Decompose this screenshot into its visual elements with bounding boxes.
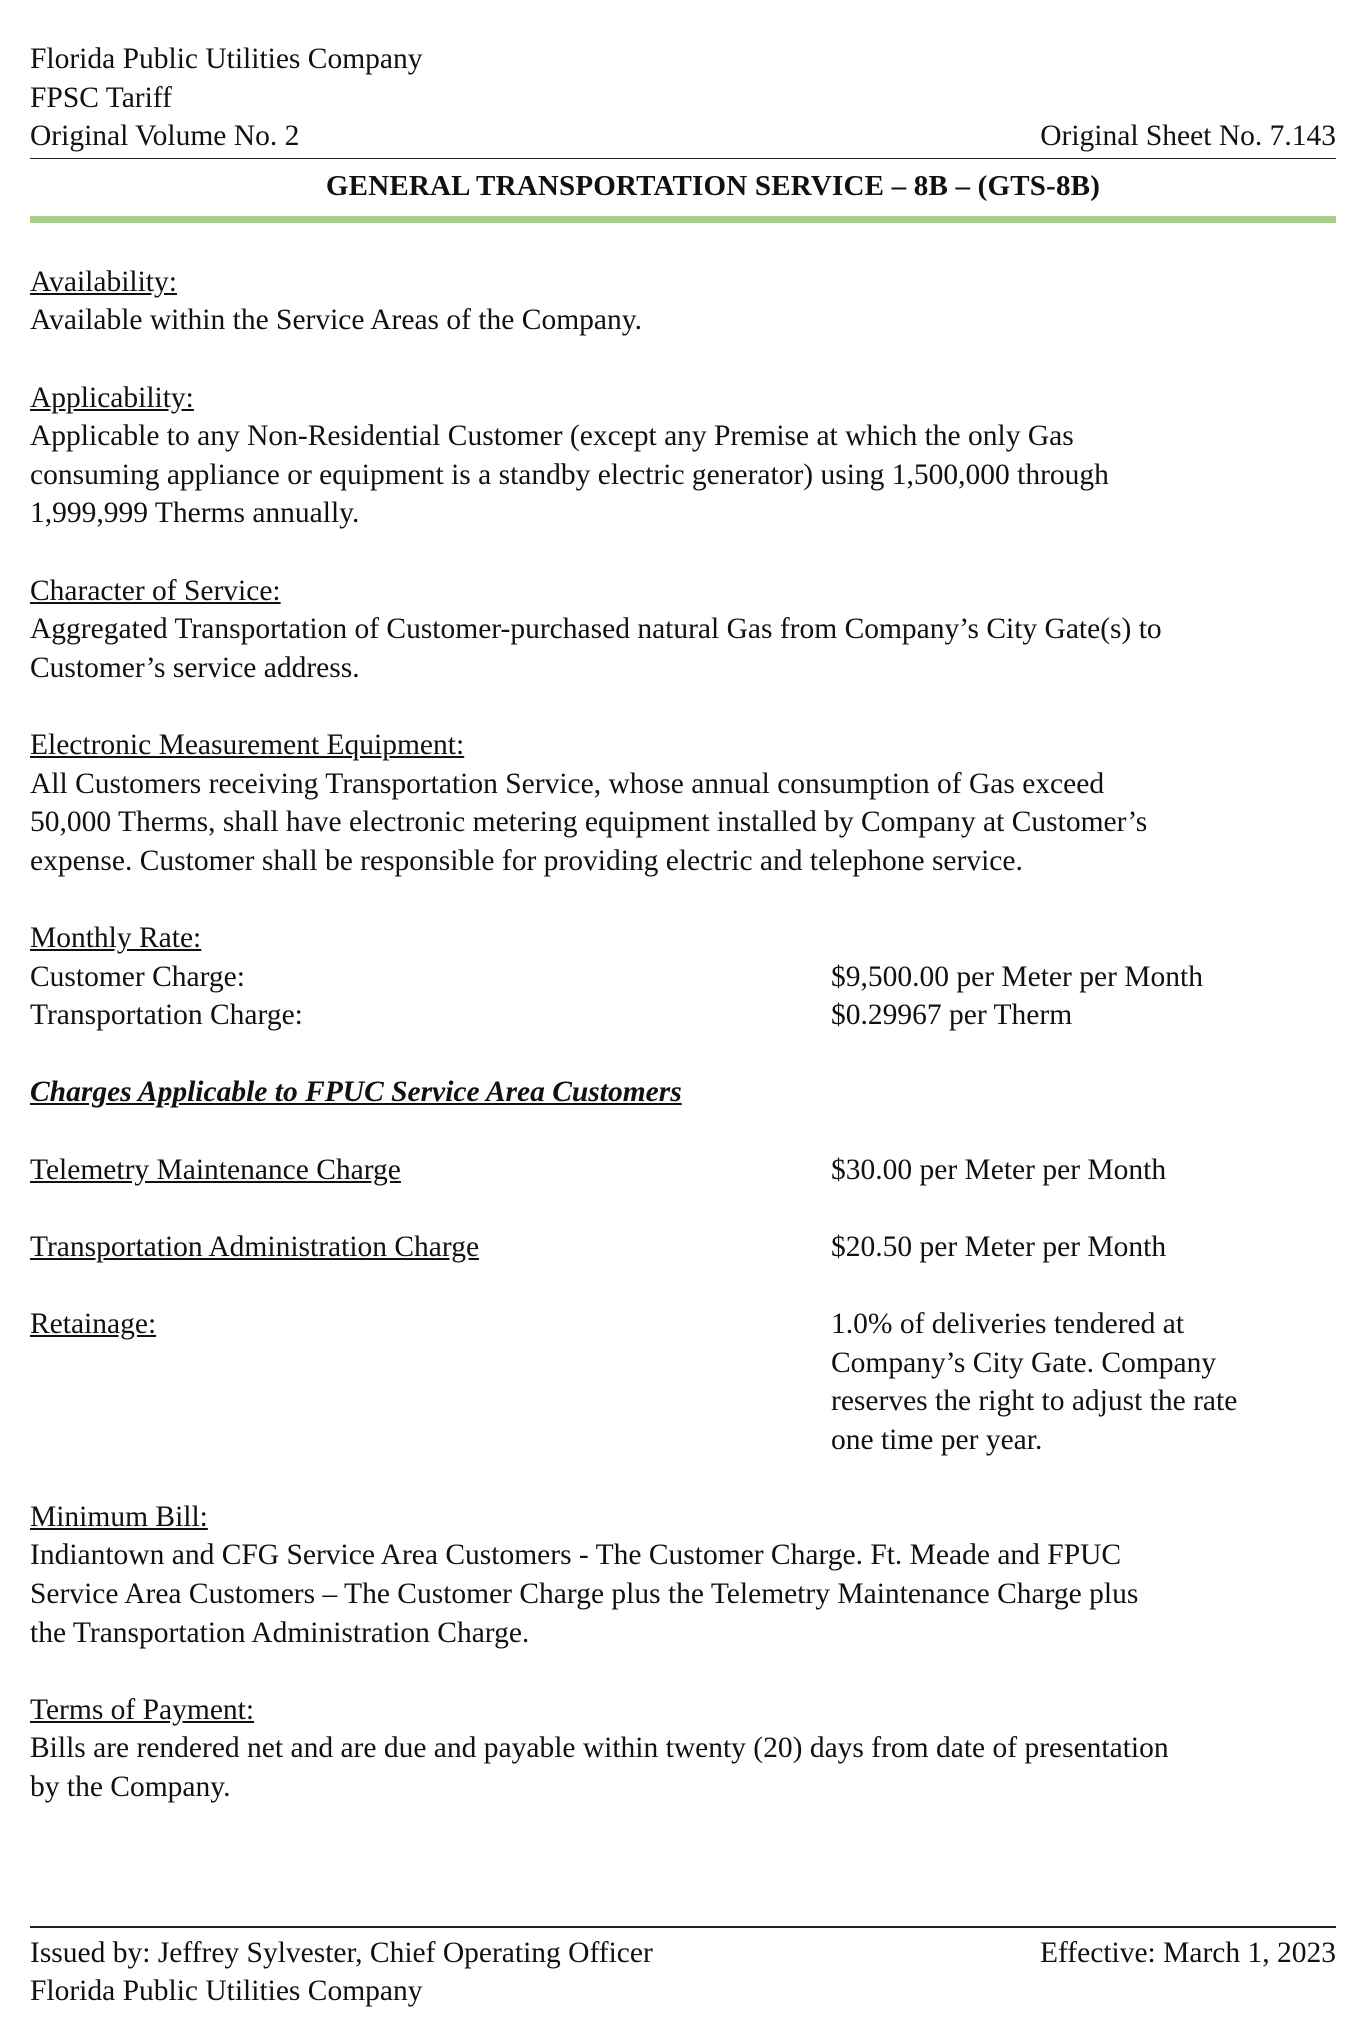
- footer-company: Florida Public Utilities Company: [30, 1975, 423, 2008]
- header-company: Florida Public Utilities Company: [30, 43, 423, 75]
- availability-text: Available within the Service Areas of the Company.: [30, 304, 642, 337]
- header-sheet-number: Original Sheet No. 7.143: [1040, 120, 1336, 153]
- retainage-label: Retainage:: [30, 1307, 157, 1340]
- terms-line: Bills are rendered net and are due and payable within twenty (20) days from date of presentation: [30, 1732, 1169, 1765]
- footer-rule: [30, 1926, 1336, 1928]
- minimum-bill-heading: Minimum Bill:: [30, 1500, 208, 1533]
- header-volume-row: [30, 117, 1336, 156]
- footer-issued-row: [30, 1934, 1336, 1973]
- applicability-section: [30, 379, 1336, 533]
- availability-heading: Availability:: [30, 265, 177, 298]
- telemetry-value: $30.00 per Meter per Month: [831, 1153, 1167, 1186]
- tariff-page: [30, 40, 1336, 1807]
- telemetry-row: [30, 1151, 1336, 1190]
- fpuc-section: [30, 1073, 1336, 1459]
- transportation-charge-value: $0.29967 per Therm: [831, 999, 1073, 1032]
- page-footer: [30, 1926, 1336, 2011]
- transportation-charge-row: [30, 996, 1336, 1035]
- terms-section: [30, 1691, 1336, 1807]
- character-heading: Character of Service:: [30, 574, 281, 607]
- retainage-line: Company’s City Gate. Company: [831, 1346, 1217, 1379]
- header-tariff: FPSC Tariff: [30, 81, 172, 114]
- header-rule: [30, 158, 1336, 160]
- admin-label: Transportation Administration Charge: [30, 1230, 480, 1263]
- applicability-line: Applicable to any Non-Residential Customer (except any Premise at which the only Gas: [30, 420, 1074, 453]
- title-green-rule: [30, 216, 1336, 223]
- admin-row: [30, 1228, 1336, 1267]
- measurement-line: 50,000 Therms, shall have electronic metering equipment installed by Company at Customer’s: [30, 806, 1148, 839]
- retainage-row: [30, 1305, 1336, 1459]
- telemetry-label: Telemetry Maintenance Charge: [30, 1153, 401, 1186]
- footer-effective-date: Effective: March 1, 2023: [1040, 1936, 1336, 1969]
- transportation-charge-label: Transportation Charge:: [30, 999, 303, 1032]
- monthly-rate-heading: Monthly Rate:: [30, 921, 202, 954]
- retainage-line: one time per year.: [831, 1423, 1043, 1456]
- admin-value: $20.50 per Meter per Month: [831, 1230, 1167, 1263]
- measurement-line: All Customers receiving Transportation Service, whose annual consumption of Gas exceed: [30, 767, 1105, 800]
- page-title: GENERAL TRANSPORTATION SERVICE – 8B – (GTS-8B): [325, 170, 1101, 203]
- header-volume: Original Volume No. 2: [30, 120, 300, 153]
- monthly-rate-section: [30, 919, 1336, 1035]
- footer-issued-by: Issued by: Jeffrey Sylvester, Chief Operating Officer: [30, 1936, 653, 1969]
- character-line: Customer’s service address.: [30, 651, 360, 684]
- terms-heading: Terms of Payment:: [30, 1693, 255, 1726]
- retainage-value: [831, 1305, 1336, 1459]
- character-line: Aggregated Transportation of Customer-purchased natural Gas from Company’s City Gate(s) to: [30, 613, 1162, 646]
- minimum-bill-line: Indiantown and CFG Service Area Customers - The Customer Charge. Ft. Meade and FPUC: [30, 1539, 1122, 1572]
- retainage-line: reserves the right to adjust the rate: [831, 1385, 1238, 1418]
- minimum-bill-section: [30, 1498, 1336, 1652]
- applicability-line: consuming appliance or equipment is a standby electric generator) using 1,500,000 through: [30, 458, 1109, 491]
- fpuc-heading: Charges Applicable to FPUC Service Area Customers: [30, 1076, 682, 1109]
- measurement-heading: Electronic Measurement Equipment:: [30, 729, 465, 761]
- applicability-line: 1,999,999 Therms annually.: [30, 497, 360, 530]
- customer-charge-label: Customer Charge:: [30, 960, 245, 993]
- character-section: [30, 572, 1336, 688]
- applicability-heading: Applicability:: [30, 381, 194, 414]
- retainage-line: 1.0% of deliveries tendered at: [831, 1307, 1185, 1340]
- customer-charge-value: $9,500.00 per Meter per Month: [831, 960, 1203, 993]
- minimum-bill-line: Service Area Customers – The Customer Charge plus the Telemetry Maintenance Charge plus: [30, 1578, 1139, 1611]
- measurement-line: expense. Customer shall be responsible for providing electric and telephone service.: [30, 844, 1023, 877]
- minimum-bill-line: the Transportation Administration Charge.: [30, 1616, 530, 1649]
- measurement-section: [30, 726, 1336, 880]
- customer-charge-row: [30, 958, 1336, 997]
- terms-line: by the Company.: [30, 1771, 231, 1804]
- availability-section: [30, 263, 1336, 340]
